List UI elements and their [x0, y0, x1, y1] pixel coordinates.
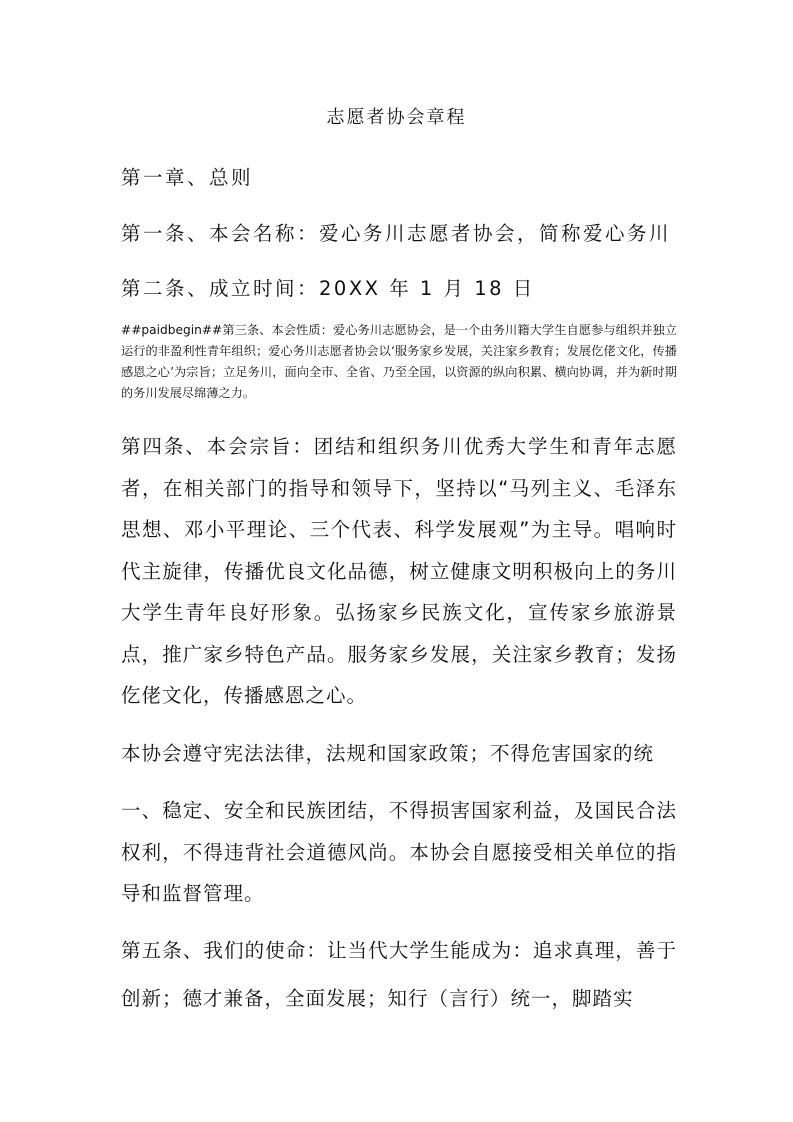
- article-2: 第二条、成立时间：20XX 年 1 月 18 日: [121, 277, 535, 300]
- article-5: 第五条、我们的使命：让当代大学生能成为：追求真理，善于创新；德才兼备，全面发展；知行（言行）统一，脚踏实: [121, 939, 677, 1010]
- article-3-text: 第三条、本会性质：爱心务川志愿协会，是一个由务川籍大学生自愿参与组织并独立运行的非盈利性青年组织；爱心务川志愿者协会以‘服务家乡发展，关注家乡教育；发展仡佬文化，传播感恩之心’为宗旨；立足务川，面向全市、全省、乃至全国，以资源的纵向积累、横向协调，并为新时期的务川发展尽绵薄之力。: [121, 323, 677, 400]
- article-1: 第一条、本会名称：爱心务川志愿者协会，简称爱心务川: [121, 222, 672, 245]
- article-4: 第四条、本会宗旨：团结和组织务川优秀大学生和青年志愿者，在相关部门的指导和领导下，坚持以“马列主义、毛泽东思想、邓小平理论、三个代表、科学发展观”为主导。唱响时代主旋律，传播优良文化品德，树立健康文明积极向上的务川大学生青年良好形象。弘扬家乡民族文化，宣传家乡旅游景点，推广家乡特色产品。服务家乡发展，关注家乡教育；发扬仡佬文化，传播感恩之心。: [121, 435, 677, 707]
- document-title: 志愿者协会章程: [326, 107, 467, 128]
- chapter-heading: 第一章、总则: [121, 166, 254, 189]
- article-3: [121, 320, 677, 404]
- law-compliance-line-2: 一、稳定、安全和民族团结，不得损害国家利益，及国民合法权利，不得违背社会道德风尚。本协会自愿接受相关单位的指导和监督管理。: [121, 799, 677, 905]
- law-compliance-line-1: 本协会遵守宪法法律，法规和国家政策；不得危害国家的统: [121, 742, 655, 765]
- paid-marker: ##paidbegin##: [121, 323, 223, 337]
